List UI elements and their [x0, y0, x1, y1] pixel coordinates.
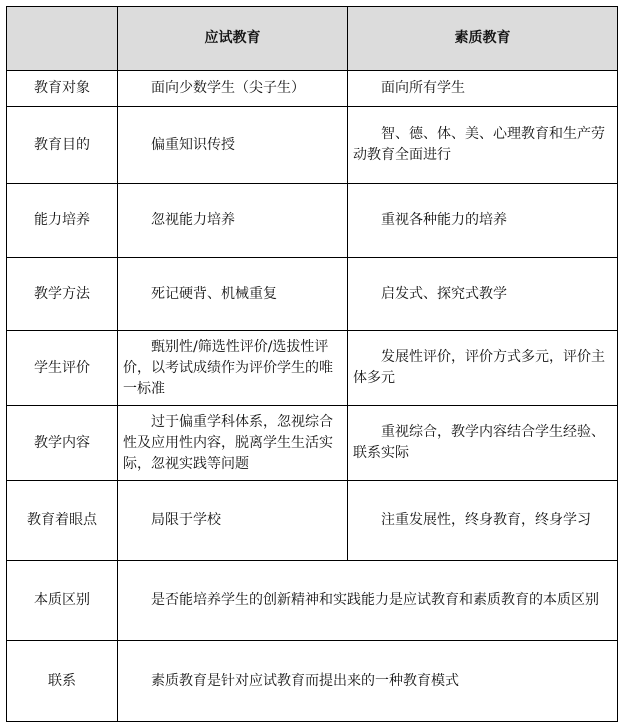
- row-label: 本质区别: [7, 561, 118, 641]
- row-label: 学生评价: [7, 331, 118, 406]
- header-row: [7, 7, 618, 71]
- row-education-goal: [7, 107, 618, 184]
- row-label: 教育对象: [7, 71, 118, 107]
- row-connection: [7, 641, 618, 722]
- exam-oriented-cell: 甄别性/筛选性评价/选拔性评价，以考试成绩作为评价学生的唯一标准: [118, 331, 348, 406]
- exam-oriented-cell: 局限于学校: [118, 481, 348, 561]
- row-label: 教育目的: [7, 107, 118, 184]
- exam-oriented-cell: 偏重知识传授: [118, 107, 348, 184]
- row-essential-difference: [7, 561, 618, 641]
- row-education-focus: [7, 481, 618, 561]
- quality-oriented-cell: 发展性评价，评价方式多元，评价主体多元: [348, 331, 618, 406]
- quality-oriented-cell: 重视综合，教学内容结合学生经验、联系实际: [348, 406, 618, 481]
- row-label: 联系: [7, 641, 118, 722]
- header-exam-oriented: 应试教育: [118, 7, 348, 71]
- row-teaching-content: [7, 406, 618, 481]
- row-label: 教学方法: [7, 258, 118, 331]
- exam-oriented-cell: 过于偏重学科体系，忽视综合性及应用性内容，脱离学生生活实际，忽视实践等问题: [118, 406, 348, 481]
- header-quality-oriented: 素质教育: [348, 7, 618, 71]
- row-label: 教育着眼点: [7, 481, 118, 561]
- exam-oriented-cell: 忽视能力培养: [118, 184, 348, 258]
- header-corner-cell: [7, 7, 118, 71]
- quality-oriented-cell: 智、德、体、美、心理教育和生产劳动教育全面进行: [348, 107, 618, 184]
- row-label: 教学内容: [7, 406, 118, 481]
- row-label: 能力培养: [7, 184, 118, 258]
- merged-cell: 素质教育是针对应试教育而提出来的一种教育模式: [118, 641, 618, 722]
- exam-oriented-cell: 死记硬背、机械重复: [118, 258, 348, 331]
- exam-oriented-cell: 面向少数学生（尖子生）: [118, 71, 348, 107]
- comparison-table: [6, 6, 618, 722]
- quality-oriented-cell: 重视各种能力的培养: [348, 184, 618, 258]
- quality-oriented-cell: 注重发展性，终身教育，终身学习: [348, 481, 618, 561]
- quality-oriented-cell: 面向所有学生: [348, 71, 618, 107]
- merged-cell: 是否能培养学生的创新精神和实践能力是应试教育和素质教育的本质区别: [118, 561, 618, 641]
- row-teaching-method: [7, 258, 618, 331]
- row-ability-cultivation: [7, 184, 618, 258]
- row-education-target: [7, 71, 618, 107]
- row-student-evaluation: [7, 331, 618, 406]
- quality-oriented-cell: 启发式、探究式教学: [348, 258, 618, 331]
